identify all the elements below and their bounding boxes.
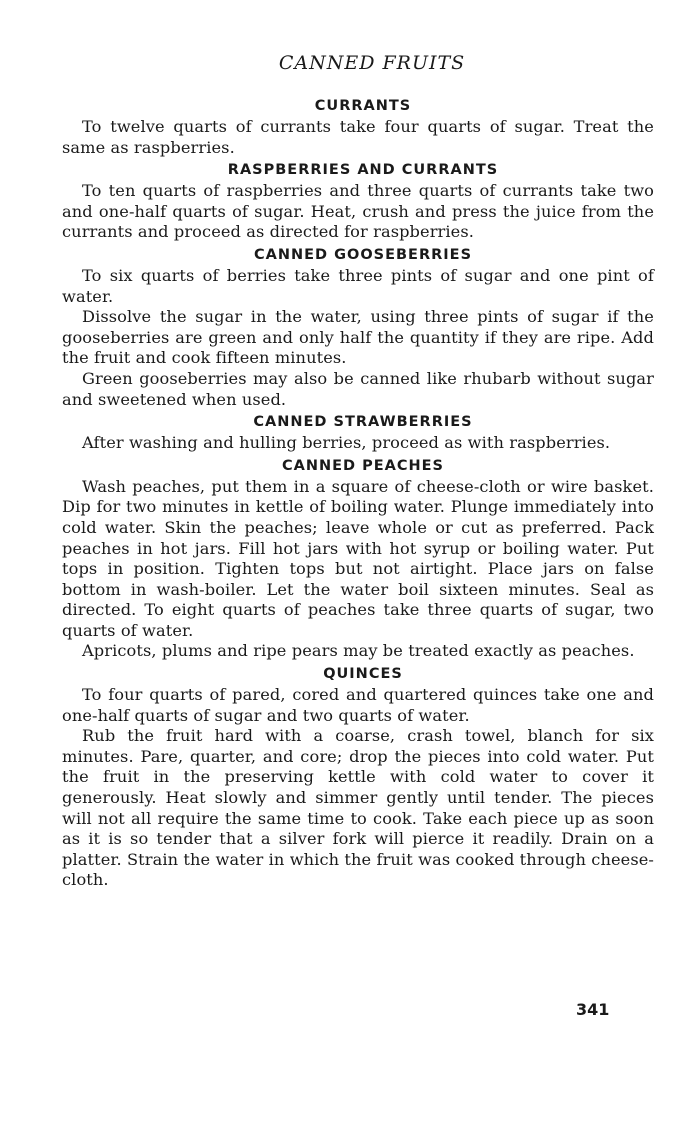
section-title: CANNED GOOSEBERRIES xyxy=(253,246,473,263)
section-canned-strawberries xyxy=(62,414,654,454)
paragraph: Wash peaches, put them in a square of cheese-cloth or wire basket. Dip for two minutes in kettle of boiling water. Plunge immediately into cold water. Skin the peaches; leave whole or cut as preferred. Pack peaches in hot jars. Fill hot jars with hot syrup or boiling water. Put tops in position. Tighten tops but not airtight. Place jars on false bottom in wash-boiler. Let the water boil sixteen minutes. Seal as directed. To eight quarts of peaches take three quarts of sugar, two quarts of water. xyxy=(62,476,654,640)
section-canned-peaches xyxy=(62,458,654,662)
section-title: CANNED PEACHES xyxy=(281,457,444,474)
page-number: 341 xyxy=(576,1000,610,1019)
book-page xyxy=(62,52,654,891)
section-canned-gooseberries xyxy=(62,247,654,410)
section-title: QUINCES xyxy=(323,666,403,683)
paragraph: To ten quarts of raspberries and three quarts of currants take two and one-half quarts of sugar. Heat, crush and press the juice from the currants and proceed as directed for raspberries. xyxy=(62,181,654,242)
section-raspberries-and-currants xyxy=(62,162,654,243)
paragraph: After washing and hulling berries, proceed as with raspberries. xyxy=(82,433,611,453)
running-head: CANNED FRUITS xyxy=(278,52,466,74)
section-title: RASPBERRIES AND CURRANTS xyxy=(227,162,499,179)
section-title: CANNED STRAWBERRIES xyxy=(253,414,473,431)
paragraph: To four quarts of pared, cored and quartered quinces take one and one-half quarts of sugar and two quarts of water. xyxy=(62,685,654,725)
paragraph: To twelve quarts of currants take four quarts of sugar. Treat the same as raspberries. xyxy=(62,117,654,157)
paragraph: Rub the fruit hard with a coarse, crash towel, blanch for six minutes. Pare, quarter, and core; drop the pieces into cold water. Put the fruit in the preserving kettle with cold water to cover it generously. Heat slowly and simmer gently until tender. The pieces will not all require the same time to cook. Take each piece up as soon as it is so tender that a silver fork will pierce it readily. Drain on a platter. Strain the water in which the fruit was cooked through cheese-cloth. xyxy=(62,726,654,890)
section-currants xyxy=(62,98,654,158)
section-quinces xyxy=(62,666,654,891)
paragraph: To six quarts of berries take three pints of sugar and one pint of water. xyxy=(62,265,654,306)
section-title: CURRANTS xyxy=(314,98,412,114)
paragraph: Dissolve the sugar in the water, using three pints of sugar if the gooseberries are green and only half the quantity if they are ripe. Add the fruit and cook fifteen minutes. xyxy=(62,307,654,368)
paragraph: Apricots, plums and ripe pears may be treated exactly as peaches. xyxy=(82,641,635,661)
paragraph: Green gooseberries may also be canned like rhubarb without sugar and sweetened when used. xyxy=(62,368,654,409)
